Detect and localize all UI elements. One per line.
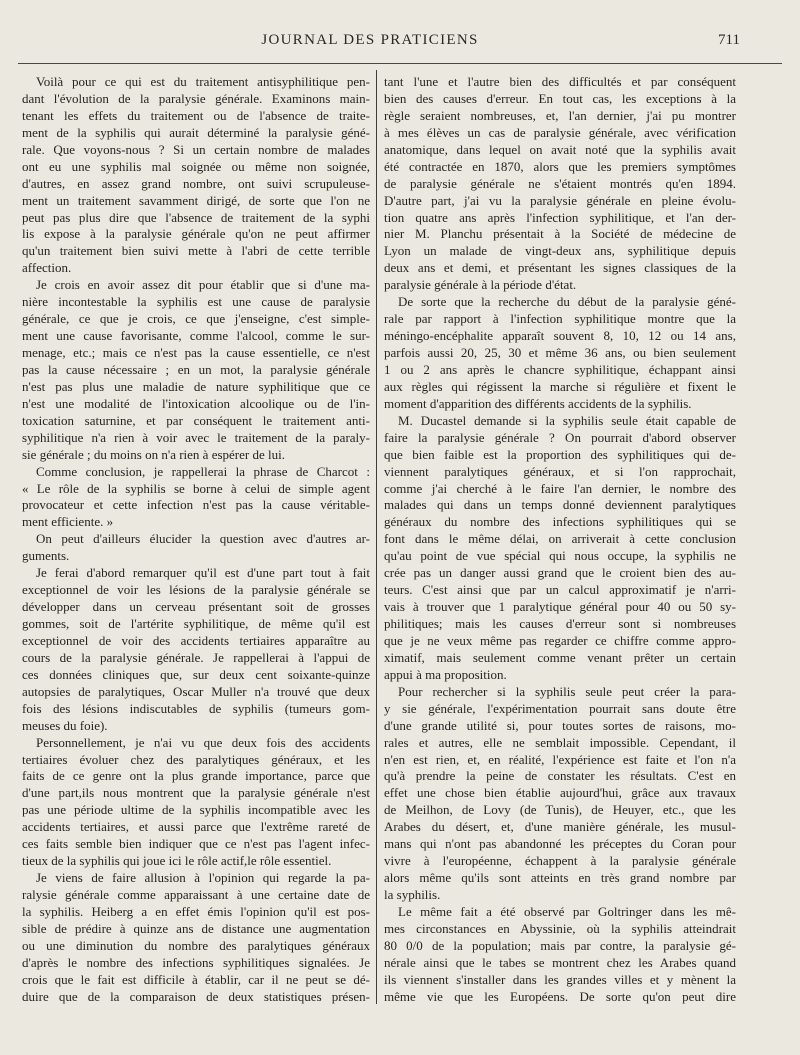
text-line: alors même qu'ils sont atteints en très grand nombre par (384, 870, 736, 886)
text-line: Je viens de faire allusion à l'opinion qui regarde la pa- (36, 870, 370, 886)
text-line: ximatif, mais seulement comme venant prêter un certain (384, 649, 736, 665)
left-column (22, 74, 370, 1006)
text-line: menage, etc.; mais ce n'est pas la cause essentielle, ce n'est (22, 345, 370, 360)
text-line: appui à ma proposition. (384, 666, 507, 682)
text-line: rale par rapport à l'infection syphilitique montre que la (384, 311, 736, 327)
text-line: provocateur et cette infection n'est pas la cause véritable- (22, 497, 370, 513)
text-line: ils viennent s'installer dans les grandes villes et y mènent la (384, 971, 736, 987)
text-line: lis expose à la paralysie générale qu'on ne peut affirmer (22, 226, 370, 242)
text-line: deux ans et demi, et présentant les signes classiques de la (384, 260, 736, 276)
text-line: méningo-encéphalite apparaît souvent 8, 10, 12 ou 14 ans, (384, 328, 736, 344)
text-line: même vie que les Européens. De sorte qu'on peut dire (384, 988, 736, 1004)
text-line: faire la paralysie générale ? On pourrait d'abord observer (384, 429, 736, 445)
text-line: nière incontestable la syphilis est une cause de paralysie (22, 294, 370, 310)
text-line: ment efficiente. » (22, 514, 114, 530)
text-line: mans qui n'ont pas abandonné les préceptes du Coran pour (384, 836, 736, 852)
text-line: n'est une modalité de l'intoxication alcoolique ou de l'in- (22, 395, 370, 411)
text-line: ces données cliniques que, sur deux cent soixante-quinze (22, 666, 370, 682)
text-line: de paralysie générale ne s'étaient montrés qu'en 1894. (384, 175, 736, 191)
paragraph (384, 904, 736, 1006)
text-line: qu'un traitement bien suivi mette à l'abri de cette terrible (22, 243, 370, 259)
text-line: On peut d'ailleurs élucider la question avec d'autres ar- (36, 531, 370, 547)
text-line: anatomique, dans lequel on avait noté que la syphilis avait (384, 141, 736, 157)
text-line: la syphilis. Heiberg a en effet émis l'opinion qu'il est pos- (22, 903, 370, 919)
text-line: ment de la syphilis qui aurait déterminé la paralysie géné- (22, 124, 370, 140)
text-line: viennent paralytiques généraux, et si l'on rapprochait, (384, 463, 736, 479)
text-line: règle seraient nombreuses, et, l'an dernier, j'ai pu montrer (384, 107, 736, 123)
text-line: exceptionnel de voir les lésions de la paralysie générale se (22, 582, 370, 598)
text-line: été contractée en 1870, alors que les premiers symptômes (384, 158, 736, 174)
text-line: De sorte que la recherche du début de la paralysie géné- (398, 294, 736, 310)
text-line: crée pas un danger aussi grand que le croient bien des au- (384, 565, 736, 581)
text-line: rale. Que voyons-nous ? Si un certain nombre de malades (22, 141, 370, 157)
text-line: d'une part,ils nous montrent que la paralysie générale n'est (22, 785, 370, 801)
text-line: y sie générale, l'expérimentation pourrait sans doute être (384, 700, 736, 716)
text-line: malades qui dans un temps donné deviennent paralytiques (384, 497, 736, 513)
text-line: aux règles qui régissent la marche si régulière et fixent le (384, 378, 736, 394)
text-line: crois que le fait est difficile à établir, car il ne peut se dé- (22, 971, 370, 987)
paragraph (22, 565, 370, 734)
text-line: Le même fait a été observé par Goltringer dans les mê- (398, 903, 736, 919)
text-line: Comme conclusion, je rappellerai la phrase de Charcot : (36, 463, 370, 479)
text-line: qu'au point de vue spécial qui nous occupe, la syphilis ne (384, 548, 736, 564)
text-line: n'est pas plus une maladie de nature syphilitique que ce (22, 378, 370, 394)
text-line: n'en est rien, et, en réalité, l'expérience est faite et l'on n'a (384, 751, 736, 767)
paragraph (384, 684, 736, 904)
text-line: ment un traitement savamment dirigé, de sorte que l'on ne (22, 192, 370, 208)
text-line: d'après le nombre des infections syphilitiques signalées. Je (22, 954, 370, 970)
text-line: Arabes du désert, et, d'une manière générale, les musul- (384, 819, 736, 835)
text-line: sie générale ; du moins on n'a rien à espérer de lui. (22, 446, 285, 462)
paragraph (384, 294, 736, 413)
text-line: gommes, soit de l'artérite syphilitique, de même qu'il est (22, 616, 370, 631)
text-line: peut pas plus dire que l'absence de traitement de la syphi (22, 209, 370, 225)
paragraph (384, 74, 736, 294)
text-line: fois des lésions indiscutables de syphilis (tumeurs gom- (22, 700, 370, 716)
running-head: JOURNAL DES PRATICIENS (261, 32, 479, 48)
text-line: développer dans un cerveau présentant soit de grosses (22, 599, 370, 615)
text-line: teurs. C'est ainsi que par un calcul approximatif je n'arri- (384, 582, 736, 598)
paragraph (22, 277, 370, 463)
text-line: nérale ainsi que le tabes se montrent chez les Arabes quand (384, 954, 736, 970)
text-line: rales et autres, elle ne semblait impossible. Cependant, il (384, 734, 736, 750)
text-line: syphilitique n'a rien à voir avec le traitement de la paraly- (22, 429, 370, 445)
text-line: cours de la paralysie générale. Je rappellerai à l'appui de (22, 649, 370, 665)
text-line: pas une période ultime de la syphilis incompatible avec les (22, 802, 370, 818)
text-line: tieux de la syphilis qui joue ici le rôle actif,le rôle essentiel. (22, 853, 332, 869)
text-line: 80 0/0 de la population; mais par contre, la paralysie gé- (384, 937, 736, 953)
text-line: Je crois en avoir assez dit pour établir que si d'une ma- (36, 277, 370, 293)
text-line: Lyon un malade de vingt-deux ans, syphilitique depuis (384, 243, 736, 259)
text-line: généraux du nombre des infections syphilitiques qui se (384, 514, 736, 530)
paragraph (22, 870, 370, 1006)
text-line: vais à trouver que 1 paralytique général pour 40 ou 50 sy- (384, 599, 736, 615)
text-line: guments. (22, 548, 70, 564)
text-line: M. Ducastel demande si la syphilis seule était capable de (398, 412, 736, 428)
page-number: 711 (718, 32, 740, 48)
text-line: mes circonstances en Abyssinie, où la syphilis atteindrait (384, 920, 736, 936)
text-line: Pour rechercher si la syphilis seule peut créer la para- (398, 683, 736, 699)
text-line: Je ferai d'abord remarquer qu'il est d'une part tout à fait (36, 565, 370, 581)
text-line: à mes élèves un cas de paralysie générale, avec vérification (384, 124, 736, 140)
text-line: pas la cause nécessaire ; en un mot, la paralysie générale (22, 361, 370, 377)
text-line: sible de prédire à quinze ans de distance une augmentation (22, 920, 370, 936)
text-line: bien des causes d'erreur. En tout cas, les exceptions à la (384, 90, 736, 106)
paragraph (22, 74, 370, 277)
text-line: générale, ce que je crois, ce que j'enseigne, c'est simple- (22, 311, 370, 327)
paragraph (22, 531, 370, 565)
text-line: d'une grande utilité si, pour toutes sortes de raisons, mo- (384, 717, 736, 733)
text-line: ont eu une syphilis mal soignée ou même non soignée, (22, 158, 370, 174)
text-line: la syphilis. (384, 887, 441, 902)
text-line: exceptionnel de voir des accidents tertiaires apparaître au (22, 632, 370, 648)
text-line: effet une chose bien établie aujourd'hui, grâce aux travaux (384, 785, 736, 801)
text-line: moment d'apparition des différents accidents de la syphilis. (384, 395, 692, 411)
text-line: que bien faible est la proportion des syphilitiques qui de- (384, 446, 736, 462)
header-rule (18, 63, 782, 64)
text-line: tenant les effets du traitement ou de l'absence de traite- (22, 107, 370, 123)
paragraph (384, 413, 736, 684)
text-line: duire que de la comparaison de deux statistiques présen- (22, 988, 370, 1004)
text-line: autopsies de paralytiques, Oscar Muller n'a trouvé que deux (22, 683, 370, 699)
column-divider (376, 70, 377, 1004)
text-line: meuses du foie). (22, 717, 108, 733)
text-line: tertiaires évoluer chez des paralytiques généraux, et les (22, 751, 370, 767)
text-line: tant l'une et l'autre bien des difficultés et par conséquent (384, 74, 736, 89)
text-line: « Le rôle de la syphilis se borne à celui de simple agent (22, 480, 370, 496)
text-line: affection. (22, 260, 72, 276)
text-line: 1 ou 2 ans après le chancre syphilitique, échappant ainsi (384, 361, 736, 377)
text-line: comme j'ai cherché à le faire l'an dernier, le nombre des (384, 480, 736, 496)
text-line: ces faits semble bien indiquer que ce n'est pas l'agent infec- (22, 836, 370, 852)
text-line: Personnellement, je n'ai vu que deux fois des accidents (36, 734, 370, 750)
text-line: Voilà pour ce qui est du traitement antisyphilitique pen- (36, 74, 370, 89)
text-line: dant l'évolution de la paralysie générale. Examinons main- (22, 90, 370, 106)
text-line: philitiques; mais les causes d'erreur sont si nombreuses (384, 616, 736, 631)
text-line: d'autres, en assez grand nombre, ont suivi scrupuleuse- (22, 175, 370, 191)
text-line: ralysie générale comme apparaissant à une certaine date de (22, 887, 370, 902)
text-line: D'autre part, j'ai vu la paralysie générale en pleine évolu- (384, 192, 736, 208)
text-line: paralysie générale à la période d'état. (384, 277, 577, 293)
text-line: parfois aussi 20, 25, 30 et même 36 ans, ou bien seulement (384, 345, 736, 360)
text-line: de Meilhon, de Lovy (de Tunis), de Heuyer, etc., que les (384, 802, 736, 818)
right-column (384, 74, 736, 1006)
text-line: ment une cause favorisante, comme l'alcool, comme le sur- (22, 328, 370, 344)
paragraph (22, 464, 370, 532)
text-line: nier M. Planchu présentait à la Société de médecine de (384, 226, 736, 242)
text-line: ou une diminution du nombre des paralytiques généraux (22, 937, 370, 953)
text-line: accidents tertiaires, et aussi parce que l'extrême rareté de (22, 819, 370, 835)
text-line: que je ne veux même pas regarder ce chiffre comme appro- (384, 632, 736, 648)
text-line: tion quatre ans après l'infection syphilitique, et l'an der- (384, 209, 736, 225)
text-line: font dans le même délai, on arriverait à cette conclusion (384, 531, 736, 547)
text-line: toxication saturnine, et par conséquent le traitement anti- (22, 412, 370, 428)
text-line: faits de ce genre ont la plus grande importance, parce que (22, 768, 370, 784)
text-line: qu'à prendre la peine de constater les résultats. C'est en (384, 768, 736, 784)
paragraph (22, 735, 370, 871)
text-line: vivre à l'européenne, échappent à la paralysie générale (384, 853, 736, 869)
